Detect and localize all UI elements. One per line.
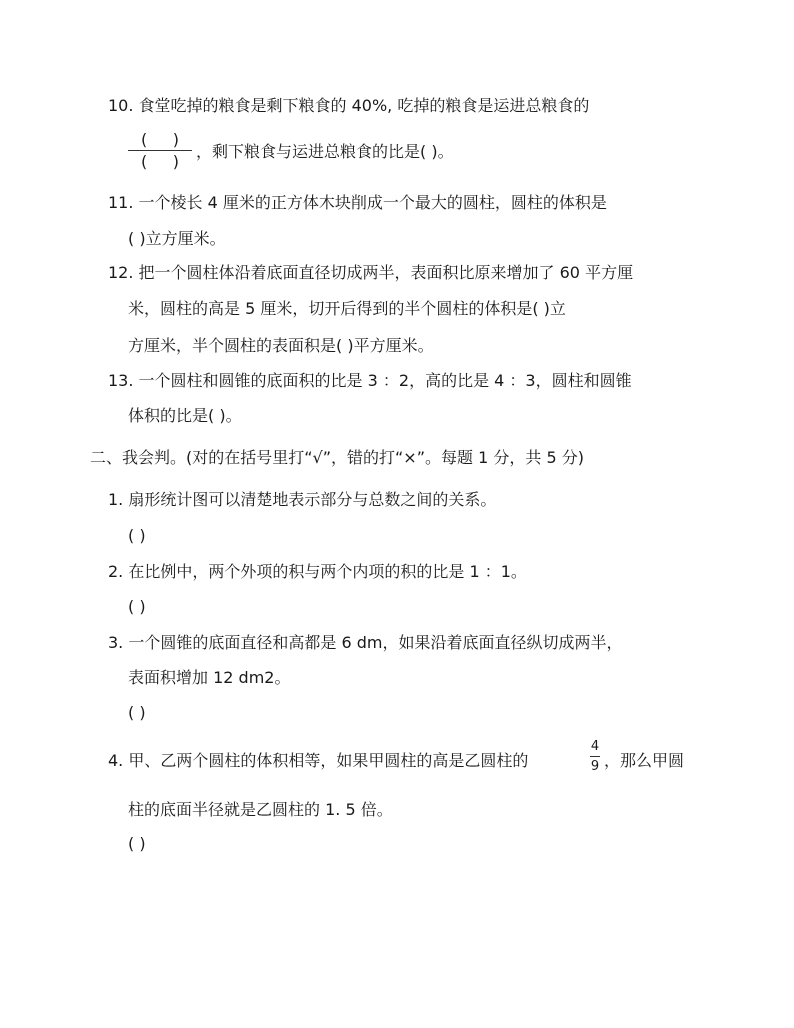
q10-fraction-numerator: ( ) — [141, 130, 179, 149]
q10-line2: ，剩下粮食与运进总粮食的比是( )。 — [196, 142, 454, 161]
judge4-fraction-bar — [590, 756, 600, 757]
q11-line2: ( )立方厘米。 — [128, 229, 226, 248]
judge1-answer-paren[interactable]: ( ) — [128, 526, 146, 545]
q12-line3: 方厘米，半个圆柱的表面积是( )平方厘米。 — [128, 336, 434, 355]
judge3-line1: 3. 一个圆锥的底面直径和高都是 6 dm，如果沿着底面直径纵切成两半， — [108, 633, 623, 652]
q10-fraction-denominator: ( ) — [141, 152, 179, 171]
judge4-line1a: 4. 甲、乙两个圆柱的体积相等，如果甲圆柱的高是乙圆柱的 — [108, 751, 529, 770]
judge3-answer-paren[interactable]: ( ) — [128, 703, 146, 722]
q11-line1: 11. 一个棱长 4 厘米的正方体木块削成一个最大的圆柱，圆柱的体积是 — [108, 193, 607, 212]
judge3-line2: 表面积增加 12 dm2。 — [128, 668, 291, 687]
q12-line1: 12. 把一个圆柱体沿着底面直径切成两半，表面积比原来增加了 60 平方厘 — [108, 263, 634, 282]
judge2-answer-paren[interactable]: ( ) — [128, 597, 146, 616]
judge4-fraction-numerator: 4 — [590, 739, 600, 754]
q10-line1: 10. 食堂吃掉的粮食是剩下粮食的 40%, 吃掉的粮食是运进总粮食的 — [108, 96, 590, 115]
q10-fraction-bar — [128, 150, 192, 151]
judge2-text: 2. 在比例中，两个外项的积与两个内项的积的比是 1 ：1。 — [108, 562, 527, 581]
judge4-answer-paren[interactable]: ( ) — [128, 834, 146, 853]
judge4-line1b: ，那么甲圆 — [604, 751, 685, 770]
q13-line1: 13. 一个圆柱和圆锥的底面积的比是 3 ：2，高的比是 4 ：3，圆柱和圆锥 — [108, 371, 632, 390]
q13-line2: 体积的比是( )。 — [128, 406, 242, 425]
judge4-line2: 柱的底面半径就是乙圆柱的 1. 5 倍。 — [128, 800, 393, 819]
q12-line2: 米，圆柱的高是 5 厘米，切开后得到的半个圆柱的体积是( )立 — [128, 299, 566, 318]
judge4-fraction-denominator: 9 — [590, 759, 600, 774]
q10-fraction-blank[interactable] — [128, 131, 192, 173]
judge1-text: 1. 扇形统计图可以清楚地表示部分与总数之间的关系。 — [108, 490, 497, 509]
section2-title: 二、我会判。(对的在括号里打“√”，错的打“×”。每题 1 分，共 5 分) — [90, 448, 584, 467]
